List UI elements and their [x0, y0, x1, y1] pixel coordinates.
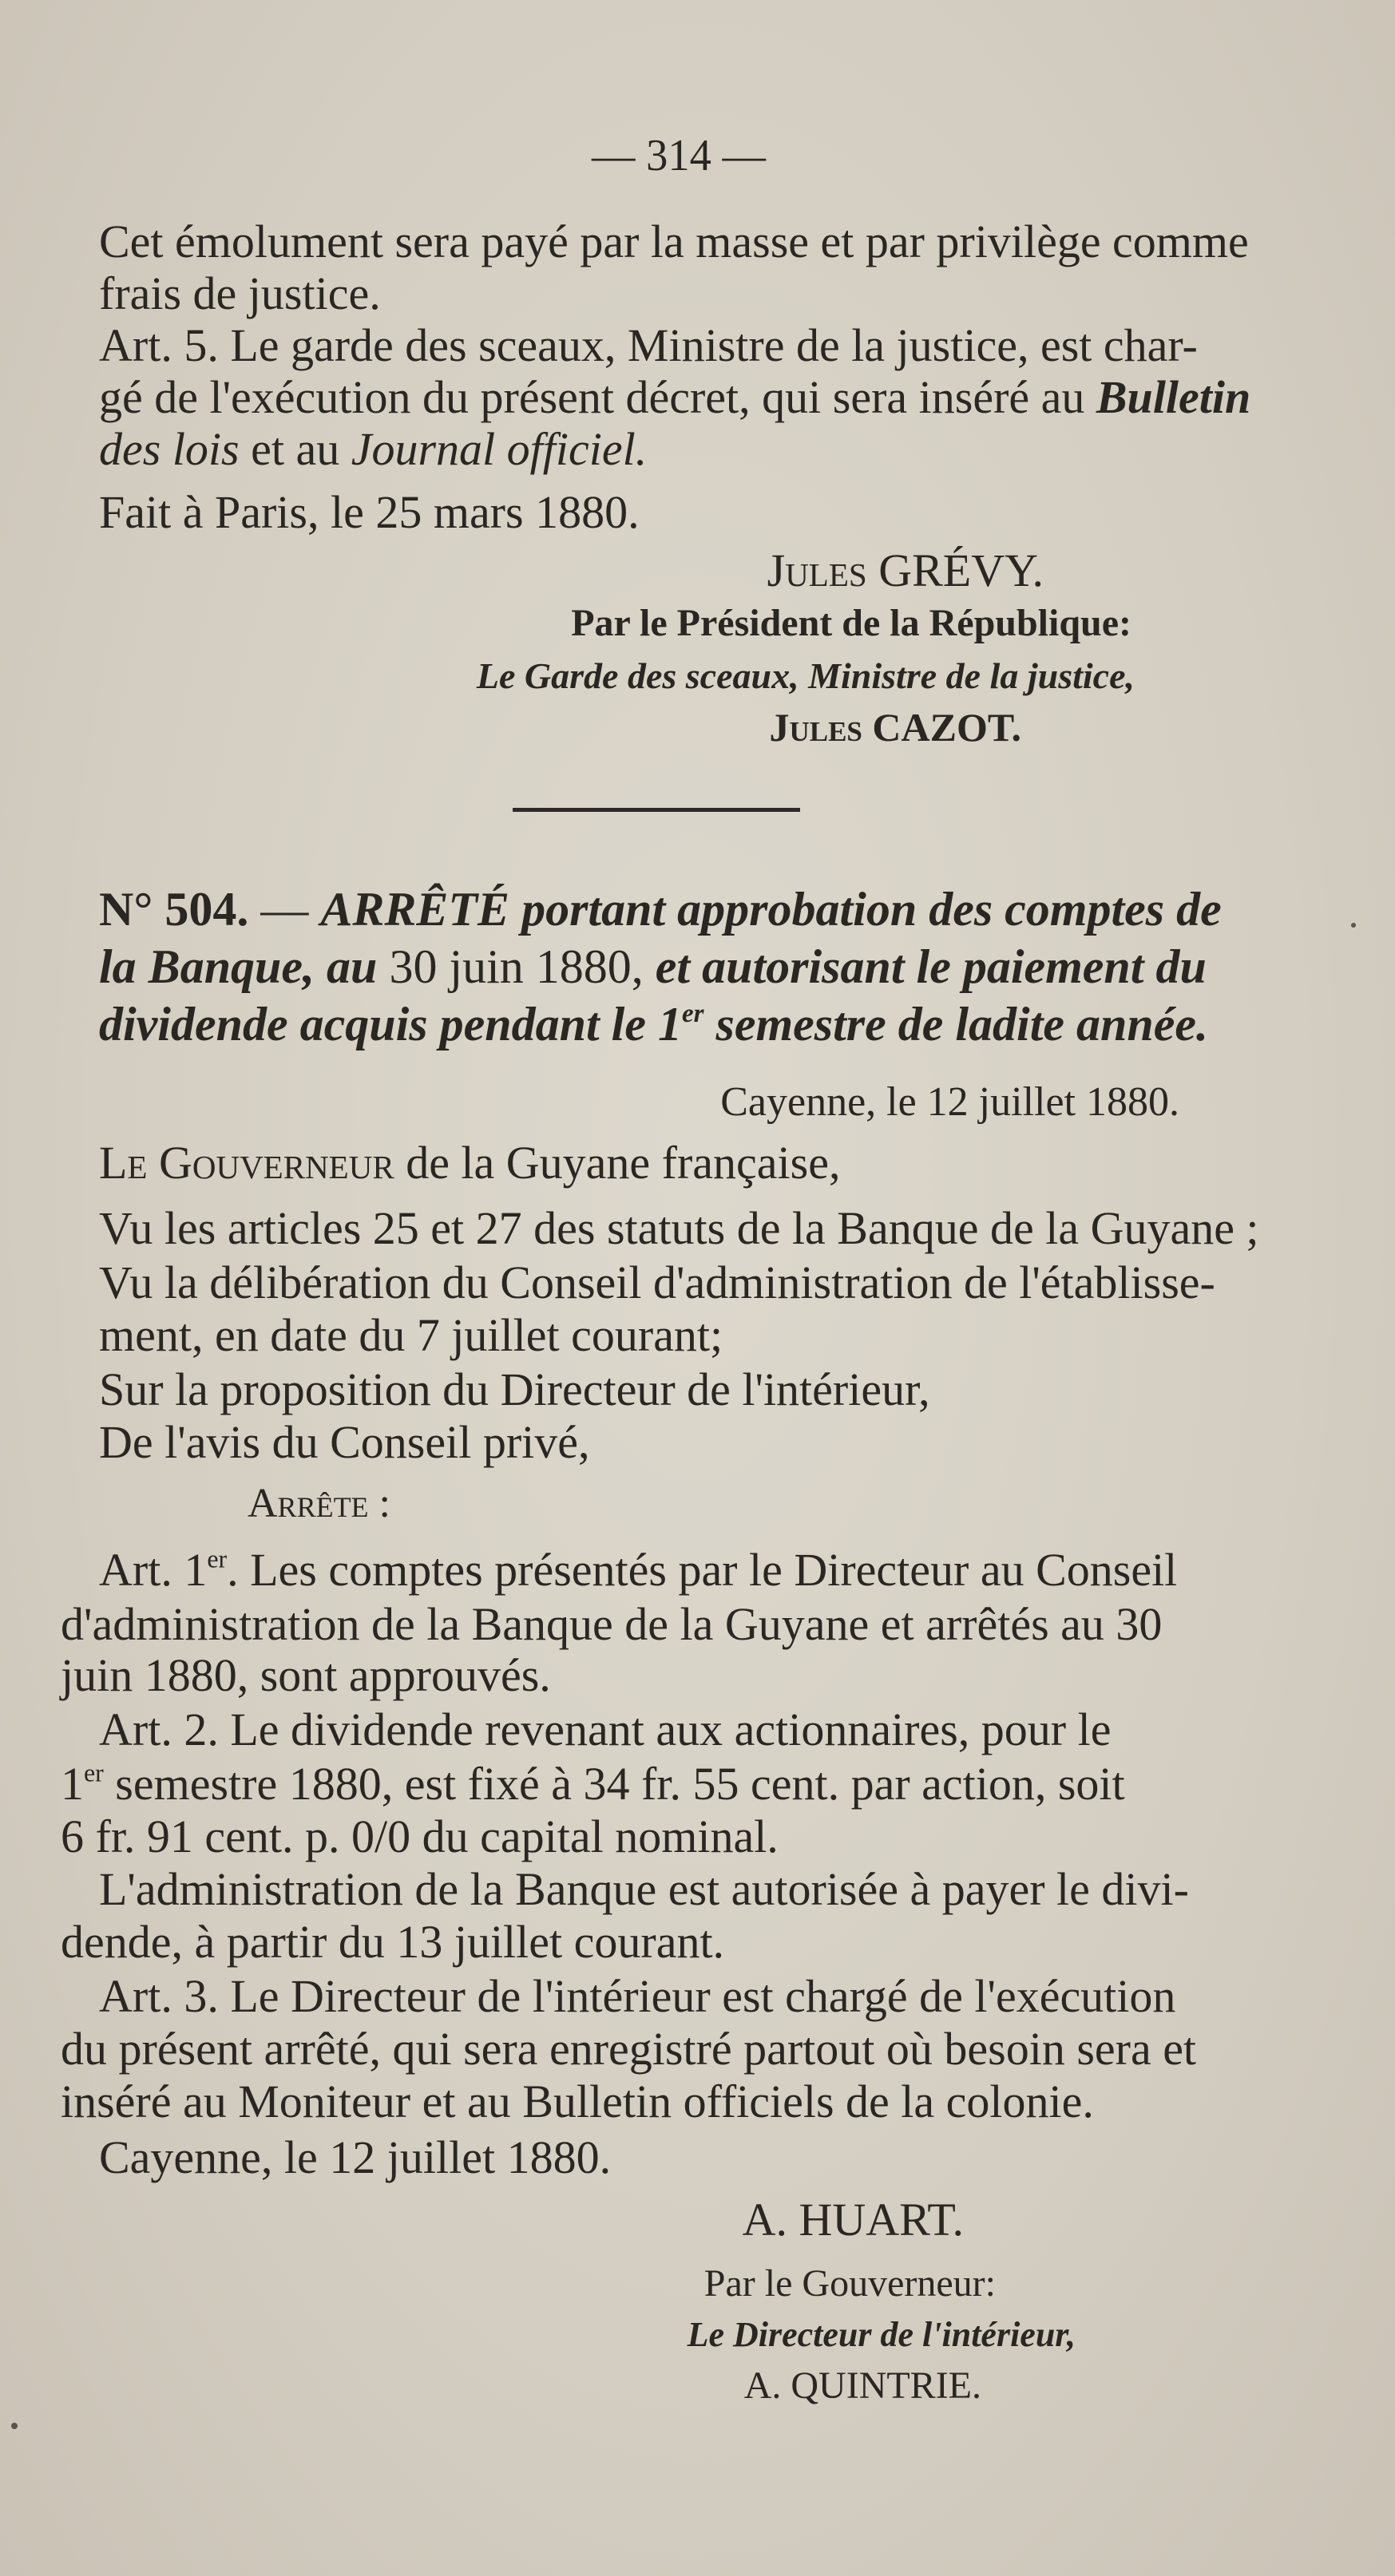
text-line: Sur la proposition du Directeur de l'intérieur, — [99, 1363, 930, 1415]
signature-caption: Par le Gouverneur: — [703, 2262, 996, 2305]
text-line: L'administration de la Banque est autorisée à payer le divi- — [99, 1863, 1189, 1915]
arrete-heading-line — [99, 881, 1222, 937]
superscript: er — [681, 999, 704, 1028]
section-divider — [513, 808, 800, 812]
signature-name: Jules GRÉVY. — [767, 544, 1044, 596]
text-line — [99, 421, 647, 477]
text-span: 1 — [61, 1758, 84, 1810]
text-line: Art. 2. Le dividende revenant aux actionnaires, pour le — [99, 1703, 1112, 1755]
text-span: Art. 1 — [99, 1544, 208, 1596]
text-span: semestre de ladite année. — [703, 998, 1209, 1051]
text-line: du présent arrêté, qui sera enregistré partout où besoin sera et — [61, 2023, 1197, 2075]
text-line: d'administration de la Banque de la Guyane et arrêtés au 30 — [61, 1598, 1163, 1650]
print-speck — [1351, 923, 1356, 928]
text-line — [61, 1756, 1125, 1812]
arrete-number: N° 504. — [99, 883, 249, 936]
signature-title: Le Garde des sceaux, Ministre de la justice, — [476, 655, 1135, 696]
print-speck — [11, 2423, 18, 2429]
text-line — [99, 1542, 1177, 1598]
text-line: Vu la délibération du Conseil d'administration de l'établisse- — [99, 1256, 1215, 1308]
text-line: frais de justice. — [99, 267, 381, 319]
text-span: gé de l'exécution du présent décret, qui sera inséré au — [99, 371, 1096, 423]
text-line: Art. 5. Le garde des sceaux, Ministre de la justice, est char- — [99, 319, 1198, 371]
signature-caption: Par le Président de la République: — [571, 602, 1131, 644]
text-span: dividende acquis pendant le 1 — [99, 998, 682, 1051]
text-span: — — [248, 883, 321, 936]
text-line: juin 1880, sont approuvés. — [61, 1649, 551, 1701]
text-span: et autorisant le paiement du — [643, 940, 1207, 993]
signature-name: Jules CAZOT. — [769, 705, 1021, 750]
arrete-label: Arrête : — [248, 1481, 390, 1526]
text-span: de la Guyane française, — [394, 1137, 841, 1189]
text-line: ment, en date du 7 juillet courant; — [99, 1309, 723, 1361]
signature-name: A. QUINTRIE. — [743, 2364, 981, 2407]
text-span: et au — [239, 423, 351, 475]
text-span: Bulletin — [1096, 371, 1251, 423]
text-line: Vu les articles 25 et 27 des statuts de la Banque de la Guyane ; — [99, 1202, 1259, 1254]
text-span: des lois — [99, 423, 240, 475]
text-span: la Banque, au — [99, 940, 390, 993]
text-span: Le Gouverneur — [99, 1137, 394, 1189]
text-line: 6 fr. 91 cent. p. 0/0 du capital nominal. — [61, 1810, 779, 1862]
text-line — [99, 370, 1250, 425]
text-line — [99, 1135, 840, 1191]
text-line: Art. 3. Le Directeur de l'intérieur est chargé de l'exécution — [99, 1970, 1176, 2022]
arrete-heading-line — [99, 996, 1208, 1052]
page-number: — 314 — — [592, 131, 766, 180]
signature-name: A. HUART. — [742, 2194, 964, 2246]
text-line: Cet émolument sera payé par la masse et par privilège comme — [99, 216, 1249, 267]
date-line: Cayenne, le 12 juillet 1880. — [99, 2131, 612, 2183]
text-span: semestre 1880, est fixé à 34 fr. 55 cent. par action, soit — [103, 1758, 1125, 1810]
place-date: Cayenne, le 12 juillet 1880. — [720, 1079, 1179, 1125]
text-line: dende, à partir du 13 juillet courant. — [61, 1916, 725, 1968]
arrete-heading-line — [99, 939, 1207, 995]
superscript: er — [84, 1759, 104, 1787]
text-line: inséré au Moniteur et au Bulletin officiels de la colonie. — [61, 2075, 1094, 2127]
text-span: . Les comptes présentés par le Directeur au Conseil — [227, 1544, 1178, 1596]
signature-title: Le Directeur de l'intérieur, — [687, 2315, 1076, 2354]
arrete-title: ARRÊTÉ portant approbation des comptes de — [320, 883, 1222, 936]
superscript: er — [207, 1545, 228, 1573]
date-line: Fait à Paris, le 25 mars 1880. — [99, 486, 640, 538]
text-line: De l'avis du Conseil privé, — [99, 1416, 590, 1468]
text-span: Journal officiel. — [351, 423, 648, 475]
text-span: 30 juin 1880, — [389, 940, 644, 993]
